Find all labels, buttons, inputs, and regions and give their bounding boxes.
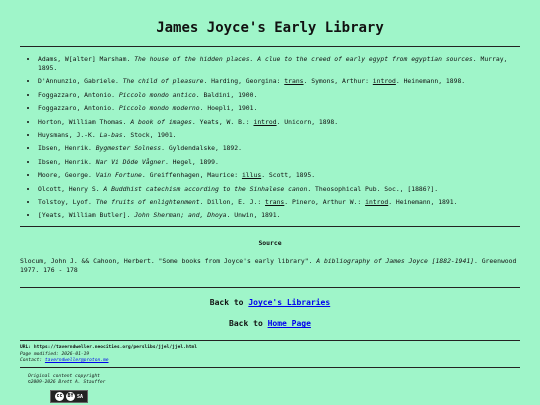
entry-role: illus <box>241 171 262 180</box>
divider-source <box>20 226 520 227</box>
cc-logo-icon: cc <box>56 393 63 400</box>
entry-text: . Baldini, 1900. <box>195 90 258 99</box>
entry-title: Piccolo mondo antico <box>118 90 196 99</box>
entry-title: La-bas <box>99 130 123 139</box>
entry-title: Nar Vi Döde Vågner <box>95 157 165 166</box>
entry-text: Moore, George. <box>38 171 96 180</box>
source-heading: Source <box>258 239 282 248</box>
entry-title: The house of the hidden places. A clue to the creed of early egypt from egyptian sources <box>134 55 473 63</box>
contact-line <box>20 358 520 364</box>
entry-text: . Murray, 1895. <box>38 55 508 72</box>
entry-role: introd <box>372 77 396 86</box>
entry-text: . Unicorn, 1898. <box>276 117 339 126</box>
entry-role: trans <box>265 197 285 206</box>
entry-title: A Buddhist catechism according to the Sinhalese canon <box>103 184 308 193</box>
entry-text: . Stock, 1901. <box>122 130 177 139</box>
entry-title: The fruits of enlightenment <box>95 197 200 206</box>
bibliography-entry <box>38 77 520 86</box>
entry-text: Foggazzaro, Antonio. <box>38 104 119 113</box>
entry-role: trans <box>284 77 304 86</box>
cc-license-badge-icon[interactable] <box>50 390 88 403</box>
bibliography-entry <box>38 55 520 73</box>
back-prefix-1: Back to <box>209 298 249 308</box>
contact-label: Contact: <box>20 357 45 363</box>
bibliography-entry <box>38 144 520 153</box>
entry-role: introd <box>253 117 277 126</box>
entry-text: . Gyldendalske, 1892. <box>161 144 242 153</box>
back-home <box>20 319 520 331</box>
copyright-line-2: ©2009-2026 Brett A. Stauffer <box>28 380 106 386</box>
entry-text: D'Annunzio, Gabriele. <box>38 77 123 86</box>
bibliography-entry <box>38 198 520 207</box>
entry-text: . Greiffenhagen, Maurice: <box>141 171 242 180</box>
entry-text: Ibsen, Henrik. <box>38 157 96 166</box>
entry-title: Bygmester Solness <box>95 144 162 153</box>
source-citation <box>20 257 520 275</box>
bibliography-entry <box>38 104 520 113</box>
entry-text: Olcott, Henry S. <box>38 184 104 193</box>
entry-text: Adams, W[alter] Marsham. <box>38 55 135 63</box>
back-joyce-libraries <box>20 298 520 310</box>
divider-nav <box>20 287 520 288</box>
copyright-line-1: Original content copyright <box>28 373 100 379</box>
entry-text: . Dillon, E. J.: <box>199 197 266 206</box>
entry-text: Huysmans, J.-K. <box>38 130 100 139</box>
entry-text: . Yeats, W. B.: <box>191 117 254 126</box>
source-prefix: Slocum, John J. && Cahoon, Herbert. "Some books from Joyce's early library". <box>20 257 317 266</box>
back-prefix-2: Back to <box>229 319 268 329</box>
page-meta <box>20 345 520 364</box>
entry-title: The child of pleasure <box>122 77 204 86</box>
entry-text: . Unwin, 1891. <box>226 211 281 220</box>
joyces-libraries-link[interactable]: Joyce's Libraries <box>248 298 331 308</box>
entry-text: . Hegel, 1899. <box>164 157 219 166</box>
bibliography-entry <box>38 91 520 100</box>
entry-title: Piccolo mondo moderno <box>118 104 200 113</box>
sa-share-alike-icon: SA <box>76 393 84 400</box>
entry-text: [Yeats, William Butler]. <box>38 211 135 220</box>
contact-email-link[interactable]: taverndweller@proton.me <box>44 357 109 363</box>
home-page-link[interactable]: Home Page <box>267 319 311 329</box>
bibliography-entry <box>38 118 520 127</box>
bibliography-entry <box>38 171 520 180</box>
entry-text: . Pinero, Arthur W.: <box>284 197 366 206</box>
copyright <box>28 374 520 386</box>
entry-text: Ibsen, Henrik. <box>38 144 96 153</box>
source-book-title: A bibliography of James Joyce [1882-1941] <box>316 257 475 266</box>
entry-title: A book of images <box>130 117 192 126</box>
page-title: James Joyce's Early Library <box>156 20 384 36</box>
divider-top <box>20 46 520 47</box>
entry-title: John Sherman; and, Dhoya <box>134 211 227 220</box>
entry-title: Vain Fortune <box>95 171 142 180</box>
source-suffix: . Greenwood 1977. 176 - 178 <box>20 257 517 275</box>
entry-text: . Heinemann, 1891. <box>388 197 458 206</box>
entry-text: Tolstoy, Lyof. <box>38 197 96 206</box>
entry-text: Horton, William Thomas. <box>38 117 131 126</box>
page-url: https://taverndweller.neocities.org/perslibs/jjel/jjel.html <box>33 345 198 351</box>
entry-text: . Harding, Georgina: <box>203 77 285 86</box>
divider-meta <box>20 340 520 341</box>
entry-text: . Symons, Arthur: <box>303 77 373 86</box>
modified-line: Page modified: 2026-01-19 <box>20 351 90 357</box>
bibliography-list <box>20 55 520 220</box>
divider-bottom <box>20 367 520 368</box>
entry-role: introd <box>365 197 389 206</box>
entry-text: . Heinemann, 1898. <box>395 77 466 86</box>
entry-text: Foggazzaro, Antonio. <box>38 90 119 99</box>
entry-text: . Theosophical Pub. Soc., [1886?]. <box>307 184 439 193</box>
url-label: URL: <box>20 345 34 351</box>
bibliography-entry <box>38 185 520 194</box>
entry-text: . Scott, 1895. <box>261 171 316 180</box>
bibliography-entry <box>38 131 520 140</box>
bibliography-entry <box>38 211 520 220</box>
by-attribution-icon: BY <box>67 393 74 400</box>
entry-text: . Hoepli, 1901. <box>199 104 258 113</box>
bibliography-entry <box>38 158 520 167</box>
